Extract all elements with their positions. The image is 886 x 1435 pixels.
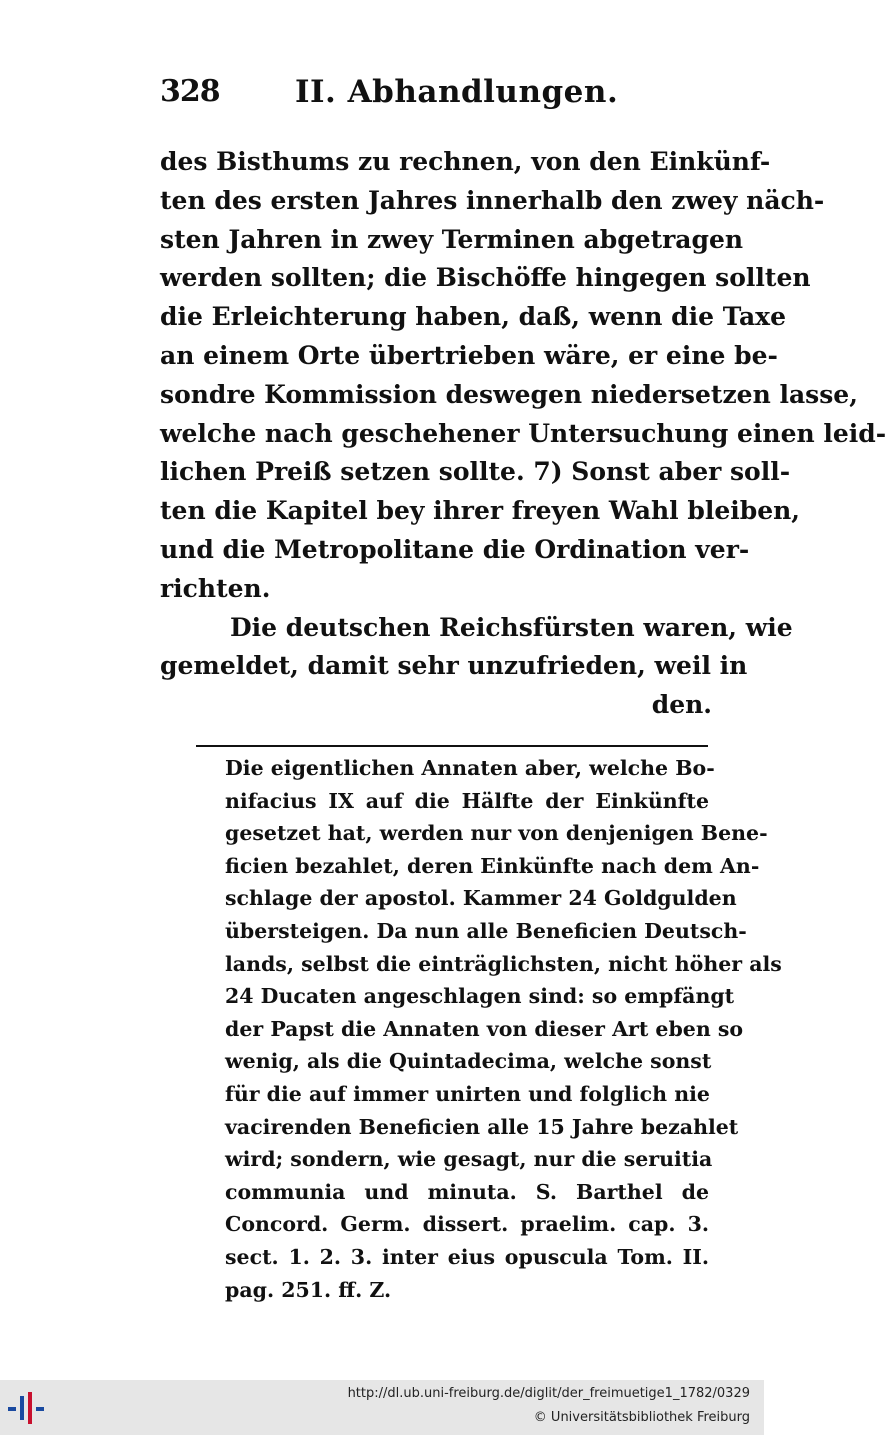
footnote-line: lands, selbst die einträglichsten, nicht höher als: [225, 951, 782, 976]
footnote-line: nifacius IX auf die Hälfte der Einkünfte: [225, 788, 709, 813]
ub-freiburg-logo-icon: [8, 1390, 48, 1426]
footnote-line: ficien bezahlet, deren Einkünfte nach dem An-: [225, 853, 760, 878]
text-line: und die Metropolitane die Ordination ver-: [160, 534, 750, 564]
footnote-rule: [196, 745, 708, 747]
footnote: [225, 752, 782, 1306]
text-line: sondre Kommission deswegen niedersetzen lasse,: [160, 379, 858, 409]
copyright-notice: © Universitätsbibliothek Freiburg: [533, 1410, 750, 1425]
source-url[interactable]: http://dl.ub.uni-freiburg.de/diglit/der_freimuetige1_1782/0329: [347, 1386, 750, 1401]
text-line: ten die Kapitel bey ihrer freyen Wahl bleiben,: [160, 496, 800, 526]
main-text: [160, 143, 886, 725]
text-line: sten Jahren in zwey Terminen abgetragen: [160, 224, 744, 254]
text-line: ten des ersten Jahres innerhalb den zwey näch-: [160, 185, 825, 215]
running-head: II. Abhandlungen.: [295, 74, 619, 110]
footnote-line: communia und minuta. S. Barthel de: [225, 1179, 709, 1204]
footnote-line: vacirenden Beneficien alle 15 Jahre bezahlet: [225, 1114, 739, 1139]
footnote-line: pag. 251. ff. Z.: [225, 1277, 392, 1302]
footnote-line: der Papst die Annaten von dieser Art eben so: [225, 1016, 744, 1041]
catchword: den.: [651, 690, 712, 720]
text-line: werden sollten; die Bischöffe hingegen sollten: [160, 263, 811, 293]
footer-bar: [0, 1380, 764, 1435]
footnote-line: wird; sondern, wie gesagt, nur die seruitia: [225, 1147, 713, 1172]
footnote-line: übersteigen. Da nun alle Beneficien Deutsch-: [225, 918, 747, 943]
text-line: Die deutschen Reichsfürsten waren, wie: [230, 612, 793, 642]
footnote-line: Die eigentlichen Annaten aber, welche Bo-: [225, 756, 715, 780]
text-line: gemeldet, damit sehr unzufrieden, weil in: [160, 651, 748, 681]
text-line: des Bisthums zu rechnen, von den Einkünf-: [160, 147, 771, 176]
page-number: 328: [160, 74, 220, 109]
text-line: welche nach geschehener Untersuchung einen leid-: [160, 418, 886, 448]
footnote-line: 24 Ducaten angeschlagen sind: so empfängt: [225, 984, 735, 1009]
text-line: richten.: [160, 573, 271, 603]
footnote-line: für die auf immer unirten und folglich nie: [225, 1081, 710, 1106]
footnote-line: wenig, als die Quintadecima, welche sonst: [225, 1049, 712, 1074]
page-header: [160, 74, 720, 114]
text-line: an einem Orte übertrieben wäre, er eine be-: [160, 340, 778, 370]
text-line: lichen Preiß setzen sollte. 7) Sonst aber soll-: [160, 457, 791, 487]
footnote-line: sect. 1. 2. 3. inter eius opuscula Tom. II.: [225, 1244, 709, 1269]
footnote-line: schlage der apostol. Kammer 24 Goldgulden: [225, 886, 737, 911]
footnote-line: gesetzet hat, werden nur von denjenigen Bene-: [225, 821, 768, 846]
footnote-line: Concord. Germ. dissert. praelim. cap. 3.: [225, 1212, 709, 1237]
text-line: die Erleichterung haben, daß, wenn die Taxe: [160, 302, 786, 332]
